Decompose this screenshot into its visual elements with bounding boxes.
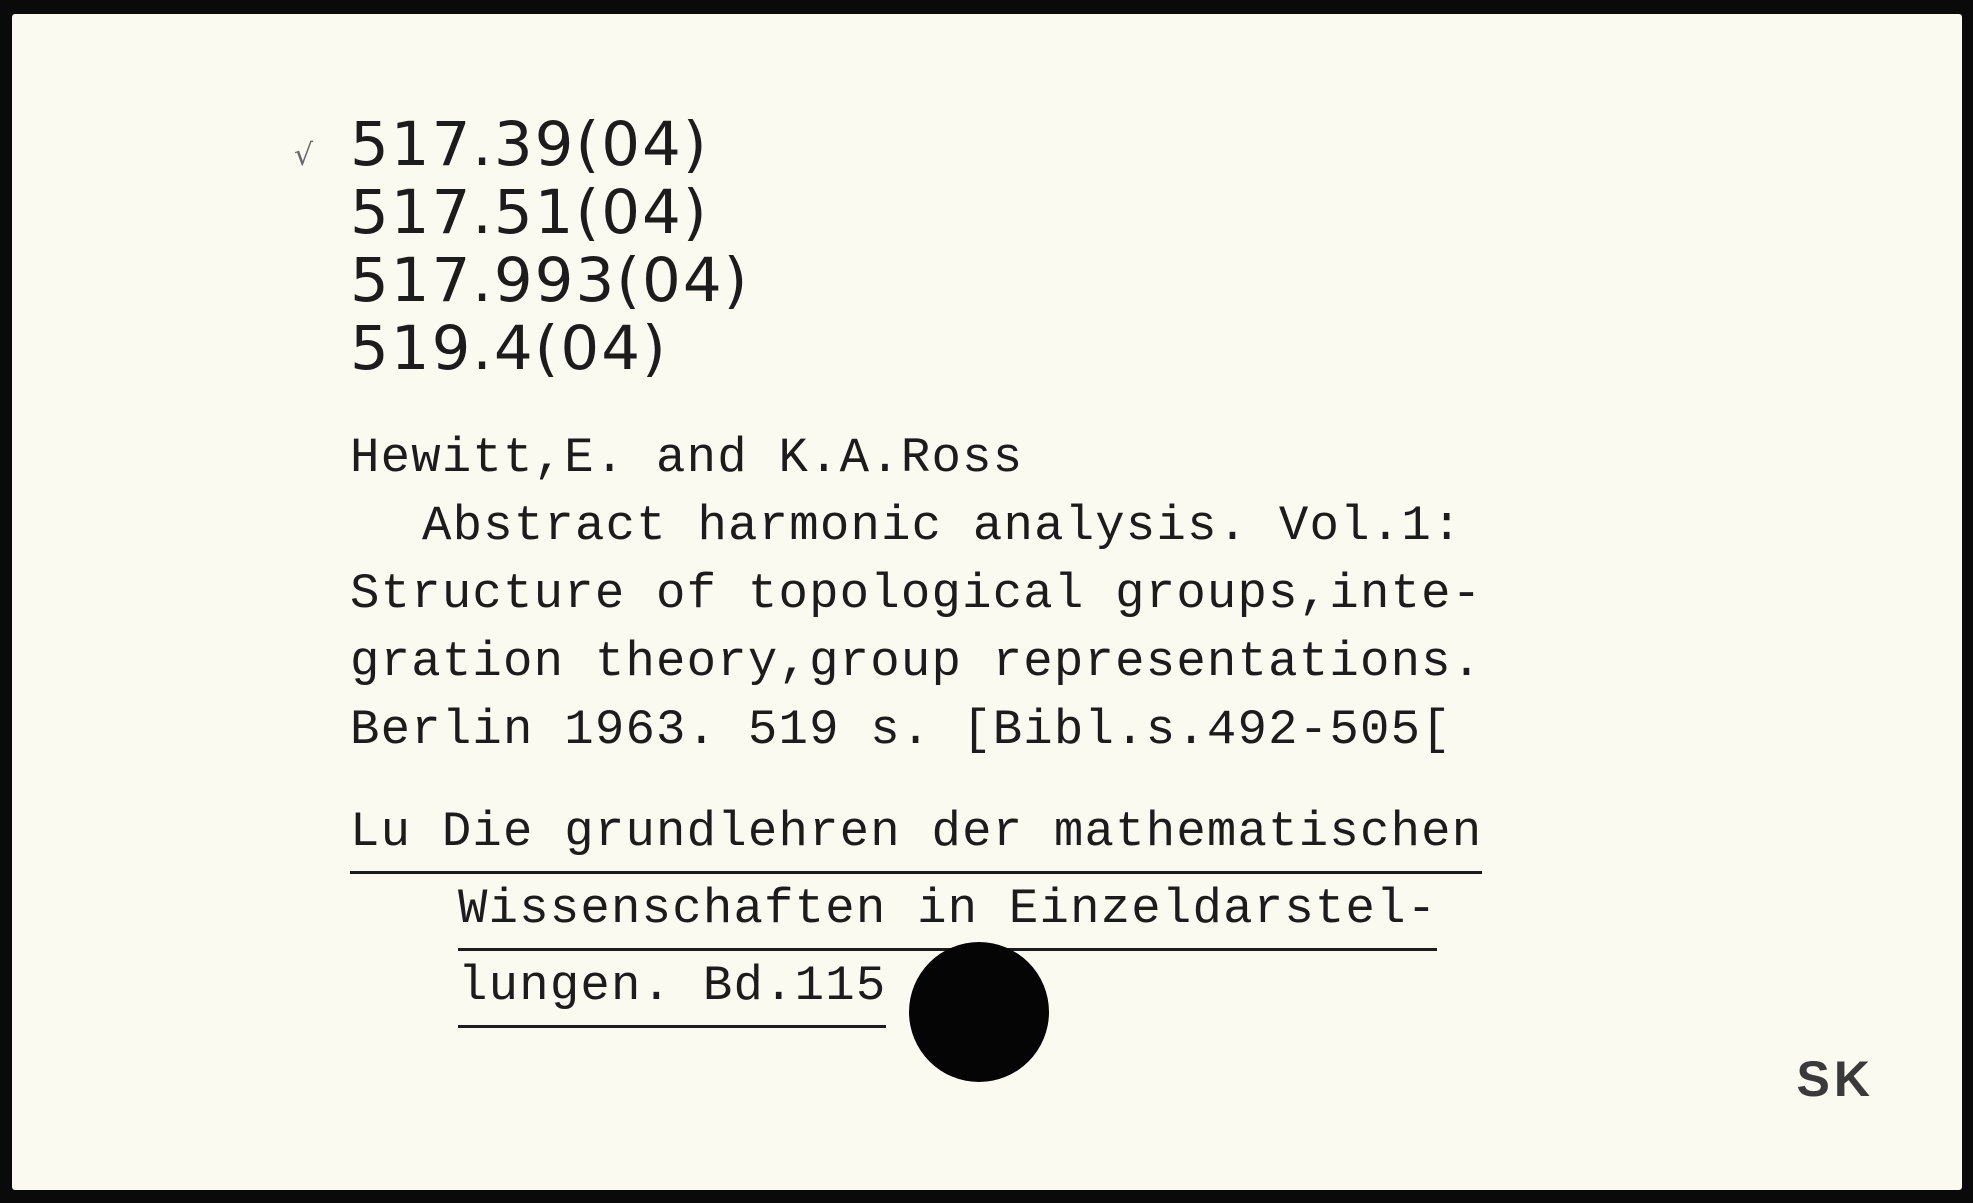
classification-line: 517.39(04) [350, 109, 709, 180]
bibliographic-entry [350, 424, 1482, 764]
series-line: lungen. Bd.115 [458, 951, 886, 1028]
punch-hole [909, 942, 1049, 1082]
author-line: Hewitt,E. and K.A.Ross [350, 430, 1024, 486]
catalog-card [12, 14, 1962, 1190]
title-line: gration theory,group representations. [350, 634, 1483, 690]
library-code-stamp: SK [1796, 1051, 1874, 1107]
check-mark: √ [294, 138, 314, 173]
title-line: Abstract harmonic analysis. Vol.1: [422, 498, 1463, 554]
classification-numbers [350, 111, 749, 383]
title-line: Structure of topological groups,inte- [350, 566, 1483, 622]
classification-line: 519.4(04) [350, 313, 668, 384]
imprint-line: Berlin 1963. 519 s. [Bibl.s.492-505[ [350, 702, 1452, 758]
classification-line: 517.993(04) [350, 245, 750, 316]
series-line: Lu Die grundlehren der mathematischen [350, 797, 1482, 874]
series-line: Wissenschaften in Einzeldarstel- [458, 874, 1437, 951]
classification-line: 517.51(04) [350, 177, 709, 248]
